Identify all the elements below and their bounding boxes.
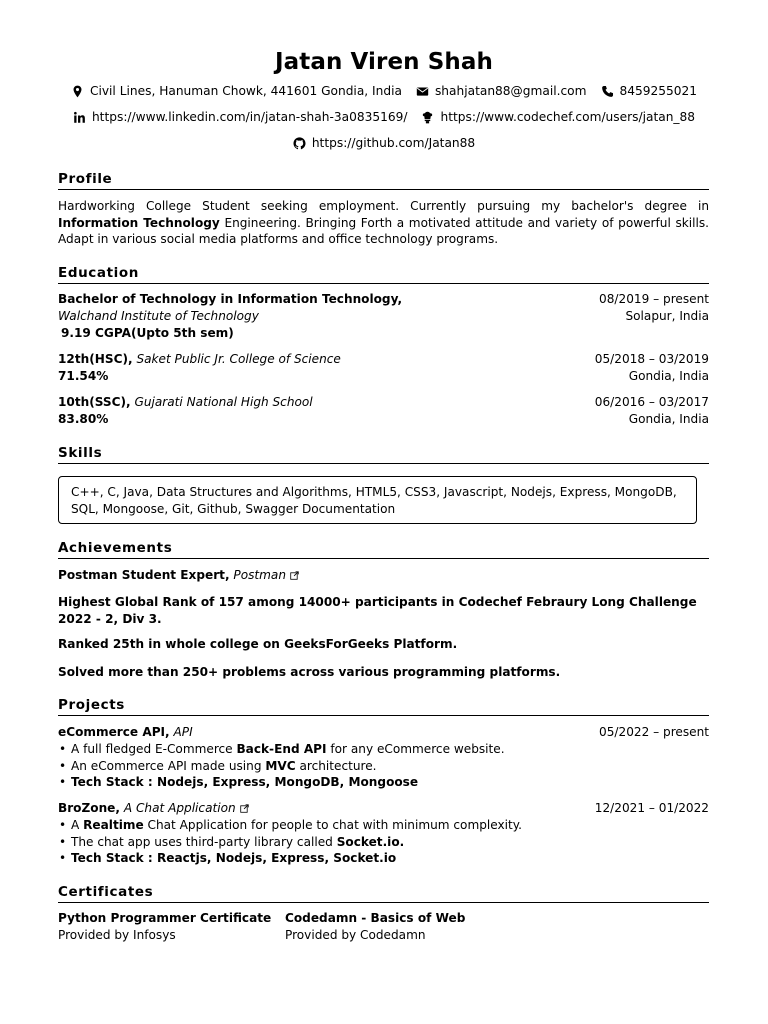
list-item [58,817,709,834]
linkedin-item[interactable] [73,110,408,124]
project-name: eCommerce API, [58,725,170,739]
education-item-3-line-1 [58,394,709,411]
codechef-link[interactable]: https://www.codechef.com/users/jatan_88 [440,110,696,124]
project-title [58,724,193,741]
education-dates: 05/2018 – 03/2019 [594,352,709,366]
profile-text-part-1: Hardworking College Student seeking employment. Currently pursuing my bachelor's degree in [58,199,709,213]
project-dates: 12/2021 – 01/2022 [594,801,709,815]
achievement-item-2 [58,594,709,627]
education-location: Gondia, India [628,412,709,426]
education-dates: 06/2016 – 03/2017 [594,395,709,409]
contact-row-2 [0,110,768,124]
section-title-education: Education [58,265,709,284]
certificate-2 [285,910,465,944]
achievement-title: Solved more than 250+ problems across various programming platforms. [58,665,561,679]
education-score: 71.54% [58,369,109,383]
bullet-text: Chat Application for people to chat with minimum complexity. [143,818,523,832]
external-link-icon[interactable] [240,804,249,813]
project-name: BroZone, [58,801,120,815]
phone-icon [601,85,614,98]
list-item [58,741,709,758]
bullet-bold: Socket.io. [336,834,405,849]
phone-item[interactable] [601,84,698,98]
education-institution: Walchand Institute of Technology [58,309,259,323]
map-pin-icon [71,85,84,98]
skills-box [58,476,697,524]
section-title-achievements: Achievements [58,540,709,559]
address-text: Civil Lines, Hanuman Chowk, 441601 Gondia, India [89,84,402,98]
project-1-header [58,724,709,741]
email-item[interactable] [416,84,587,98]
bullet-bold: Tech Stack : Nodejs, Express, MongoDB, Mongoose [71,775,419,789]
education-location: Solapur, India [625,309,709,323]
project-2-header [58,800,709,817]
certificate-name: Codedamn - Basics of Web [285,911,466,925]
github-link[interactable]: https://github.com/Jatan88 [311,136,476,150]
codechef-icon [421,111,434,124]
project-title [58,800,249,817]
project-dates: 05/2022 – present [599,725,709,739]
external-link-icon[interactable] [290,571,299,580]
list-item [58,834,709,851]
envelope-icon [416,85,429,98]
section-title-skills: Skills [58,445,709,464]
linkedin-icon [73,111,86,124]
github-icon [293,137,306,150]
resume-name: Jatan Viren Shah [274,49,493,75]
email-link[interactable]: shahjatan88@gmail.com [434,84,587,98]
education-score: 83.80% [58,412,109,426]
education-item-1-line-2 [58,308,709,325]
section-title-projects: Projects [58,697,709,716]
achievement-item-1 [58,567,709,584]
bullet-text: architecture. [295,758,377,773]
contact-row-1 [0,84,768,98]
education-item-2-line-2 [58,368,709,385]
bullet-bold: Realtime [83,818,144,832]
education-item-3-line-2 [58,411,709,428]
education-dates: 08/2019 – present [599,292,709,306]
education-degree: 10th(SSC), [58,395,131,409]
certificate-provider: Provided by Codedamn [285,928,426,942]
address-item [71,84,402,98]
education-institution: Gujarati National High School [134,395,313,409]
profile-text [58,198,709,248]
bullet-bold: MVC [265,758,296,773]
achievement-item-3 [58,636,709,653]
contact-row-3 [0,136,768,150]
certificate-name: Python Programmer Certificate [58,911,272,925]
bullet-text: A full fledged E-Commerce [71,742,237,756]
education-item-1-line-1 [58,291,709,308]
education-title [58,394,313,411]
education-title [58,351,341,368]
bullet-text: for any eCommerce website. [326,742,505,756]
education-degree: 12th(HSC), [58,352,133,366]
github-item[interactable] [293,136,475,150]
phone-text[interactable]: 8459255021 [619,84,698,98]
list-item [58,758,709,775]
bullet-text: The chat app uses third-party library called [71,834,337,849]
project-1-bullets [58,741,709,791]
section-title-profile: Profile [58,171,709,190]
achievement-title: Highest Global Rank of 157 among 14000+ participants in Codechef Febraury Long Challenge 2022 - 2, Div 3. [58,595,697,626]
codechef-item[interactable] [421,110,695,124]
achievement-title: Ranked 25th in whole college on GeeksForGeeks Platform. [58,637,458,651]
list-item [58,774,709,791]
skills-text: C++, C, Java, Data Structures and Algorithms, HTML5, CSS3, Javascript, Nodejs, Express, MongoDB, SQL, Mongoose, Git, Github, Swagger Documentation [71,485,677,516]
education-item-2-line-1 [58,351,709,368]
achievement-item-4 [58,664,709,681]
education-degree: Bachelor of Technology in Information Technology, [58,292,403,306]
project-2-bullets [58,817,709,867]
achievement-org-link[interactable]: Postman [233,568,287,582]
list-item [58,850,709,867]
education-institution: Saket Public Jr. College of Science [136,352,341,366]
certificate-provider: Provided by Infosys [58,928,176,942]
bullet-bold: Back-End API [236,742,327,756]
certificate-1 [58,910,271,944]
linkedin-link[interactable]: https://www.linkedin.com/in/jatan-shah-3a0835169/ [91,110,408,124]
education-location: Gondia, India [628,369,709,383]
project-subtitle: API [173,725,193,739]
profile-text-part-2: Engineering. Bringing Forth a motivated attitude and variety of powerful skills. Adapt in various social media platforms and office technology programs. [58,215,709,246]
project-subtitle-link[interactable]: A Chat Application [123,801,236,815]
bullet-text: An eCommerce API made using [71,758,266,773]
education-score: 9.19 CGPA(Upto 5th sem) [61,326,234,340]
section-title-certificates: Certificates [58,884,709,903]
education-item-1-line-3 [61,325,712,342]
bullet-text: A [71,818,84,832]
achievement-title: Postman Student Expert, [58,568,230,582]
profile-text-bold: Information Technology [58,215,220,230]
bullet-bold: Tech Stack : Reactjs, Nodejs, Express, Socket.io [71,851,397,865]
